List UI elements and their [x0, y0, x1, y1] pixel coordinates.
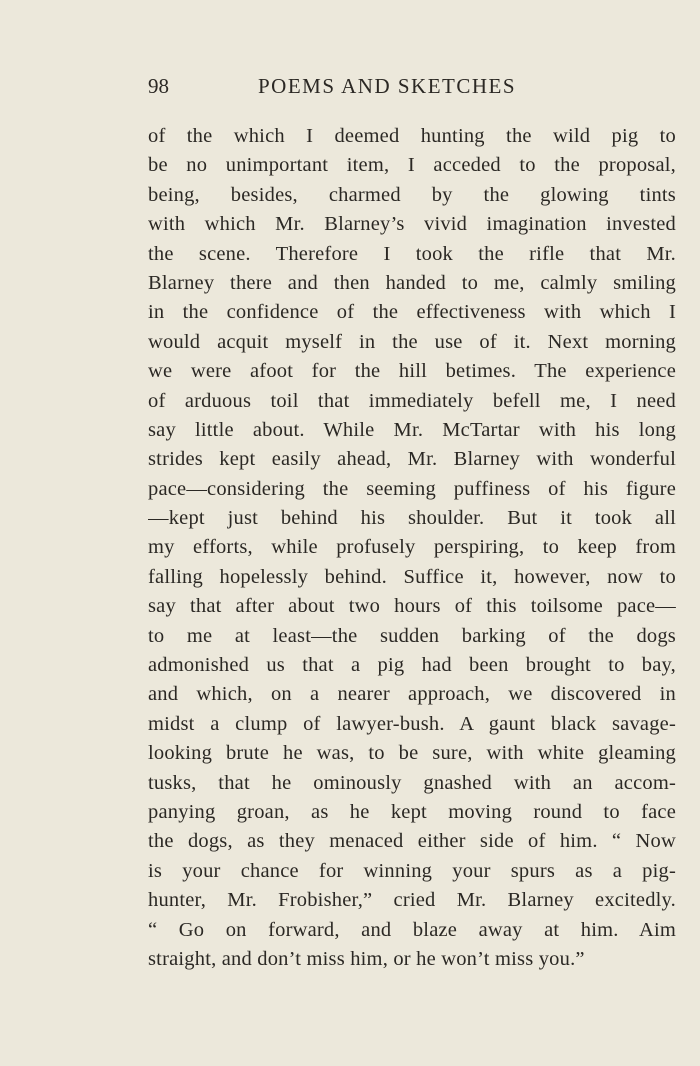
text-line: tusks, that he ominously gnashed with an accom-: [148, 771, 676, 794]
text-line: “ Go on forward, and blaze away at him. Aim: [148, 918, 676, 941]
text-line: in the confidence of the effectiveness with which I: [148, 301, 676, 324]
book-title: POEMS AND SKETCHES: [258, 74, 517, 98]
text-line: falling hopelessly behind. Suffice it, however, now to: [148, 565, 676, 588]
text-line: of the which I deemed hunting the wild pig to: [148, 125, 676, 147]
text-line: straight, and don’t miss him, or he won’t miss you.”: [148, 947, 585, 970]
text-line: say little about. While Mr. McTartar with his long: [148, 418, 676, 441]
text-line: hunter, Mr. Frobisher,” cried Mr. Blarney excitedly.: [148, 889, 676, 912]
text-line: strides kept easily ahead, Mr. Blarney with wonderful: [148, 448, 676, 471]
text-line: being, besides, charmed by the glowing tints: [148, 183, 676, 206]
text-line: the scene. Therefore I took the rifle that Mr.: [148, 242, 676, 265]
text-line: and which, on a nearer approach, we discovered in: [148, 683, 676, 706]
text-line: to me at least—the sudden barking of the dogs: [148, 624, 676, 647]
text-line: looking brute he was, to be sure, with white gleaming: [148, 742, 676, 765]
text-line: panying groan, as he kept moving round to face: [148, 800, 676, 823]
page-number: 98: [148, 74, 169, 98]
text-line: the dogs, as they menaced either side of him. “ Now: [148, 830, 676, 853]
text-line: my efforts, while profusely perspiring, to keep from: [148, 536, 676, 559]
text-line: be no unimportant item, I acceded to the proposal,: [148, 154, 676, 177]
text-line: we were afoot for the hill betimes. The experience: [148, 360, 676, 383]
text-line: —kept just behind his shoulder. But it took all: [148, 507, 676, 530]
running-head: [148, 74, 568, 104]
text-line: is your chance for winning your spurs as a pig-: [148, 859, 676, 882]
text-line: say that after about two hours of this toilsome pace—: [148, 595, 676, 618]
text-line: pace—considering the seeming puffiness of his figure: [148, 477, 676, 500]
body-text: [148, 122, 676, 974]
text-line: with which Mr. Blarney’s vivid imagination invested: [148, 213, 676, 236]
text-line: would acquit myself in the use of it. Next morning: [148, 330, 676, 353]
text-line: Blarney there and then handed to me, calmly smiling: [148, 271, 676, 294]
text-line: midst a clump of lawyer-bush. A gaunt black savage-: [148, 712, 676, 735]
text-line: of arduous toil that immediately befell me, I need: [148, 389, 676, 412]
text-line: admonished us that a pig had been brought to bay,: [148, 654, 676, 677]
